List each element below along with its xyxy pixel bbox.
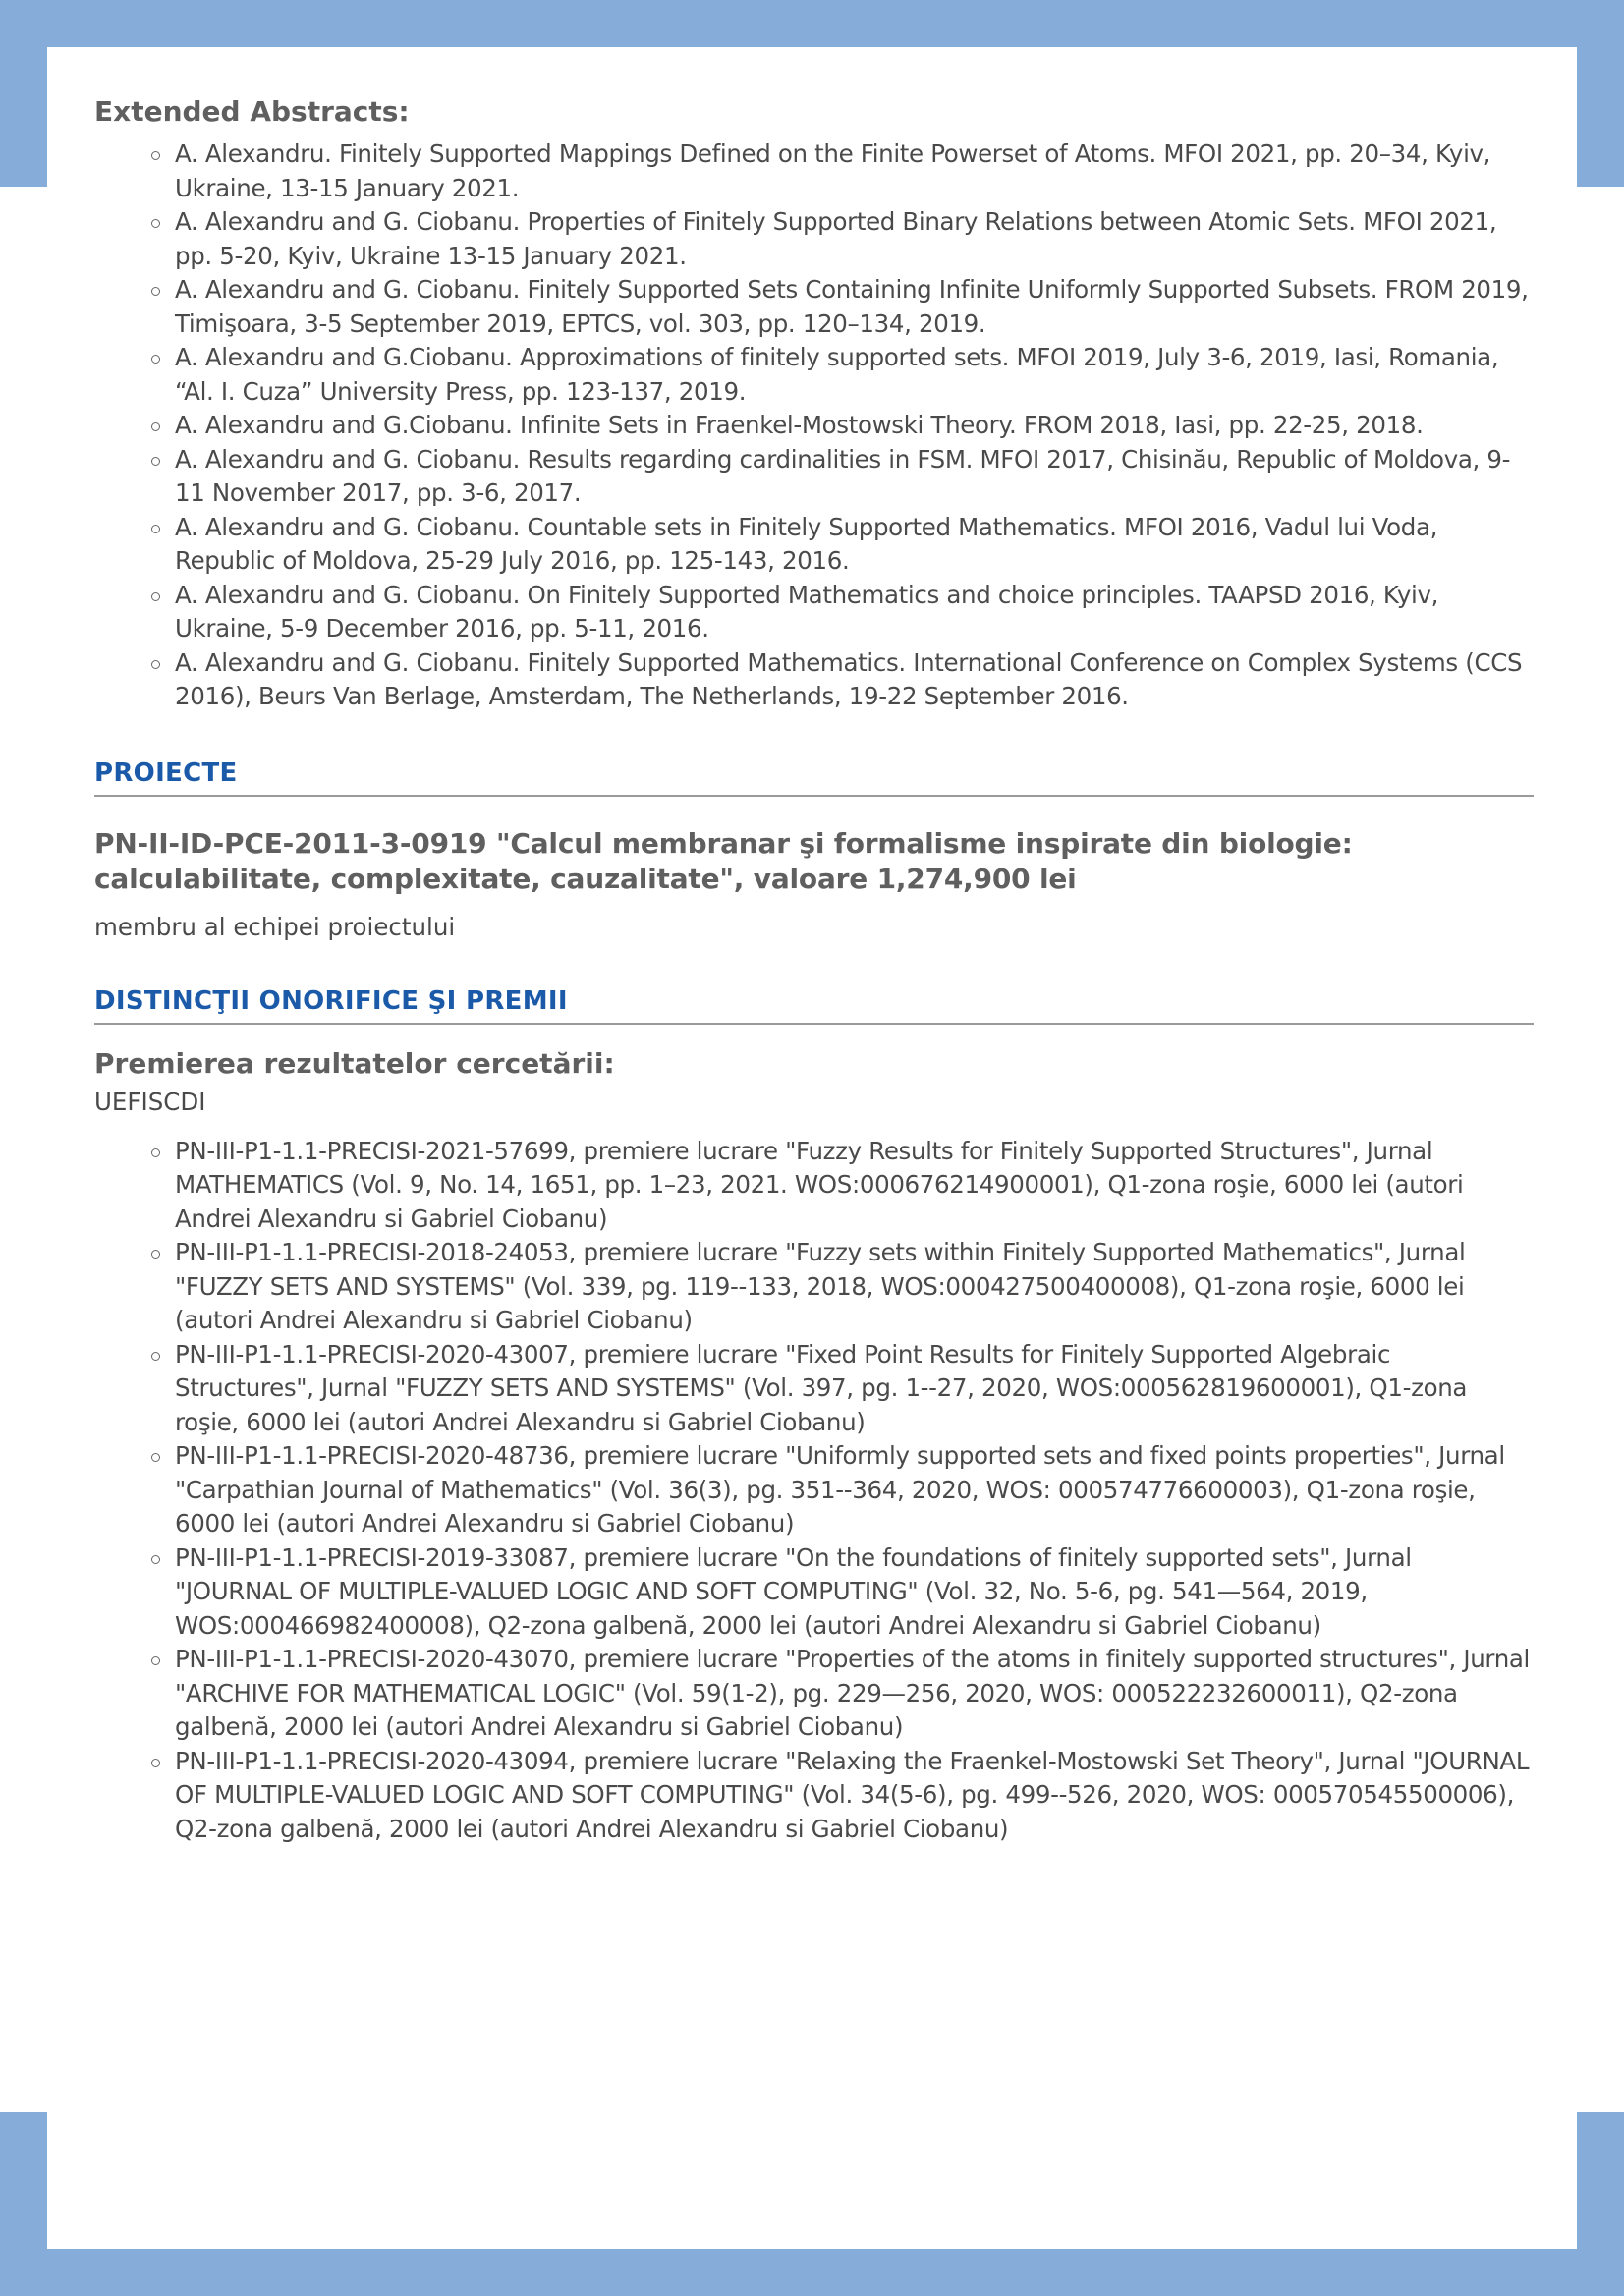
document-content — [94, 90, 1534, 1846]
page-frame-corner-top-right — [1577, 0, 1624, 187]
page-frame-bottom — [0, 2249, 1624, 2296]
page-frame-top — [0, 0, 1624, 47]
project-title: PN-II-ID-PCE-2011-3-0919 "Calcul membranar şi formalisme inspirate din biologie: calculabilitate, complexitate, cauzalitate", valoare 1,274,900 lei — [94, 826, 1353, 895]
abstract-item: A. Alexandru and G.Ciobanu. Approximations of finitely supported sets. MFOI 2019, July 3-6, 2019, Iasi, Romania, “Al. I. Cuza” University Press, pp. 123-137, 2019. — [175, 341, 1534, 409]
premiere-item: PN-III-P1-1.1-PRECISI-2020-43094, premiere lucrare "Relaxing the Fraenkel-Mostowski Set Theory", Jurnal "JOURNAL OF MULTIPLE-VALUED LOGIC AND SOFT COMPUTING" (Vol. 34(5-6), pg. 499--526, 2020, WOS: 000570545500006), Q2-zona galbenă, 2000 lei (autori Andrei Alexandru si Gabriel Ciobanu) — [175, 1745, 1534, 1847]
premiere-item: PN-III-P1-1.1-PRECISI-2020-43007, premiere lucrare "Fixed Point Results for Finitely Supported Algebraic Structures", Jurnal "FUZZY SETS AND SYSTEMS" (Vol. 397, pg. 1--27, 2020, WOS:000562819600001), Q1-zona roşie, 6000 lei (autori Andrei Alexandru si Gabriel Ciobanu) — [175, 1338, 1534, 1440]
premiere-item: PN-III-P1-1.1-PRECISI-2019-33087, premiere lucrare "On the foundations of finitely supported sets", Jurnal "JOURNAL OF MULTIPLE-VALUED LOGIC AND SOFT COMPUTING" (Vol. 32, No. 5-6, pg. 541—564, 2019, WOS:000466982400008), Q2-zona galbenă, 2000 lei (autori Andrei Alexandru si Gabriel Ciobanu) — [175, 1541, 1534, 1644]
abstract-item: A. Alexandru and G. Ciobanu. Results regarding cardinalities in FSM. MFOI 2017, Chisinău, Republic of Moldova, 9-11 November 2017, pp. 3-6, 2017. — [175, 443, 1534, 511]
page-frame-corner-bottom-left — [0, 2112, 47, 2296]
premiere-item: PN-III-P1-1.1-PRECISI-2018-24053, premiere lucrare "Fuzzy sets within Finitely Supported Mathematics", Jurnal "FUZZY SETS AND SYSTEMS" (Vol. 339, pg. 119--133, 2018, WOS:000427500400008), Q1-zona roşie, 6000 lei (autori Andrei Alexandru si Gabriel Ciobanu) — [175, 1236, 1534, 1338]
premiere-item: PN-III-P1-1.1-PRECISI-2020-43070, premiere lucrare "Properties of the atoms in finitely supported structures", Jurnal "ARCHIVE FOR MATHEMATICAL LOGIC" (Vol. 59(1-2), pg. 229—256, 2020, WOS: 000522232600011), Q2-zona galbenă, 2000 lei (autori Andrei Alexandru si Gabriel Ciobanu) — [175, 1643, 1534, 1745]
project-role: membru al echipei proiectului — [94, 912, 456, 941]
abstract-item: A. Alexandru and G. Ciobanu. Finitely Supported Sets Containing Infinite Uniformly Supported Subsets. FROM 2019, Timişoara, 3-5 September 2019, EPTCS, vol. 303, pp. 120–134, 2019. — [175, 273, 1534, 341]
distinctii-title: DISTINCŢII ONORIFICE ŞI PREMII — [94, 983, 1534, 1025]
proiecte-title: PROIECTE — [94, 756, 1534, 797]
abstract-item: A. Alexandru and G. Ciobanu. Countable sets in Finitely Supported Mathematics. MFOI 2016, Vadul lui Voda, Republic of Moldova, 25-29 July 2016, pp. 125-143, 2016. — [175, 511, 1534, 579]
page-frame-corner-top-left — [0, 0, 47, 187]
abstract-item: A. Alexandru. Finitely Supported Mappings Defined on the Finite Powerset of Atoms. MFOI 2021, pp. 20–34, Kyiv, Ukraine, 13-15 January 2021. — [175, 138, 1534, 205]
proiecte-section — [94, 756, 1534, 944]
extended-abstracts-heading: Extended Abstracts: — [94, 95, 410, 128]
extended-abstracts-list — [94, 138, 1534, 714]
abstract-item: A. Alexandru and G. Ciobanu. Properties of Finitely Supported Binary Relations between Atomic Sets. MFOI 2021, pp. 5-20, Kyiv, Ukraine 13-15 January 2021. — [175, 205, 1534, 273]
premiere-heading: Premierea rezultatelor cercetării: — [94, 1046, 615, 1080]
premiere-organization: UEFISCDI — [94, 1087, 206, 1116]
distinctii-section — [94, 983, 1534, 1847]
premiere-item: PN-III-P1-1.1-PRECISI-2020-48736, premiere lucrare "Uniformly supported sets and fixed points properties", Jurnal "Carpathian Journal of Mathematics" (Vol. 36(3), pg. 351--364, 2020, WOS: 000574776600003), Q1-zona roşie, 6000 lei (autori Andrei Alexandru si Gabriel Ciobanu) — [175, 1439, 1534, 1541]
abstract-item: A. Alexandru and G. Ciobanu. On Finitely Supported Mathematics and choice principles. TAAPSD 2016, Kyiv, Ukraine, 5-9 December 2016, pp. 5-11, 2016. — [175, 579, 1534, 646]
premiere-item: PN-III-P1-1.1-PRECISI-2021-57699, premiere lucrare "Fuzzy Results for Finitely Supported Structures", Jurnal MATHEMATICS (Vol. 9, No. 14, 1651, pp. 1–23, 2021. WOS:000676214900001), Q1-zona roşie, 6000 lei (autori Andrei Alexandru si Gabriel Ciobanu) — [175, 1135, 1534, 1237]
page-frame-corner-bottom-right — [1577, 2112, 1624, 2296]
premiere-list — [94, 1135, 1534, 1847]
abstract-item: A. Alexandru and G. Ciobanu. Finitely Supported Mathematics. International Conference on Complex Systems (CCS 2016), Beurs Van Berlage, Amsterdam, The Netherlands, 19-22 September 2016. — [175, 646, 1534, 714]
extended-abstracts-section — [94, 90, 1534, 714]
abstract-item: A. Alexandru and G.Ciobanu. Infinite Sets in Fraenkel-Mostowski Theory. FROM 2018, Iasi, pp. 22-25, 2018. — [175, 409, 1534, 443]
